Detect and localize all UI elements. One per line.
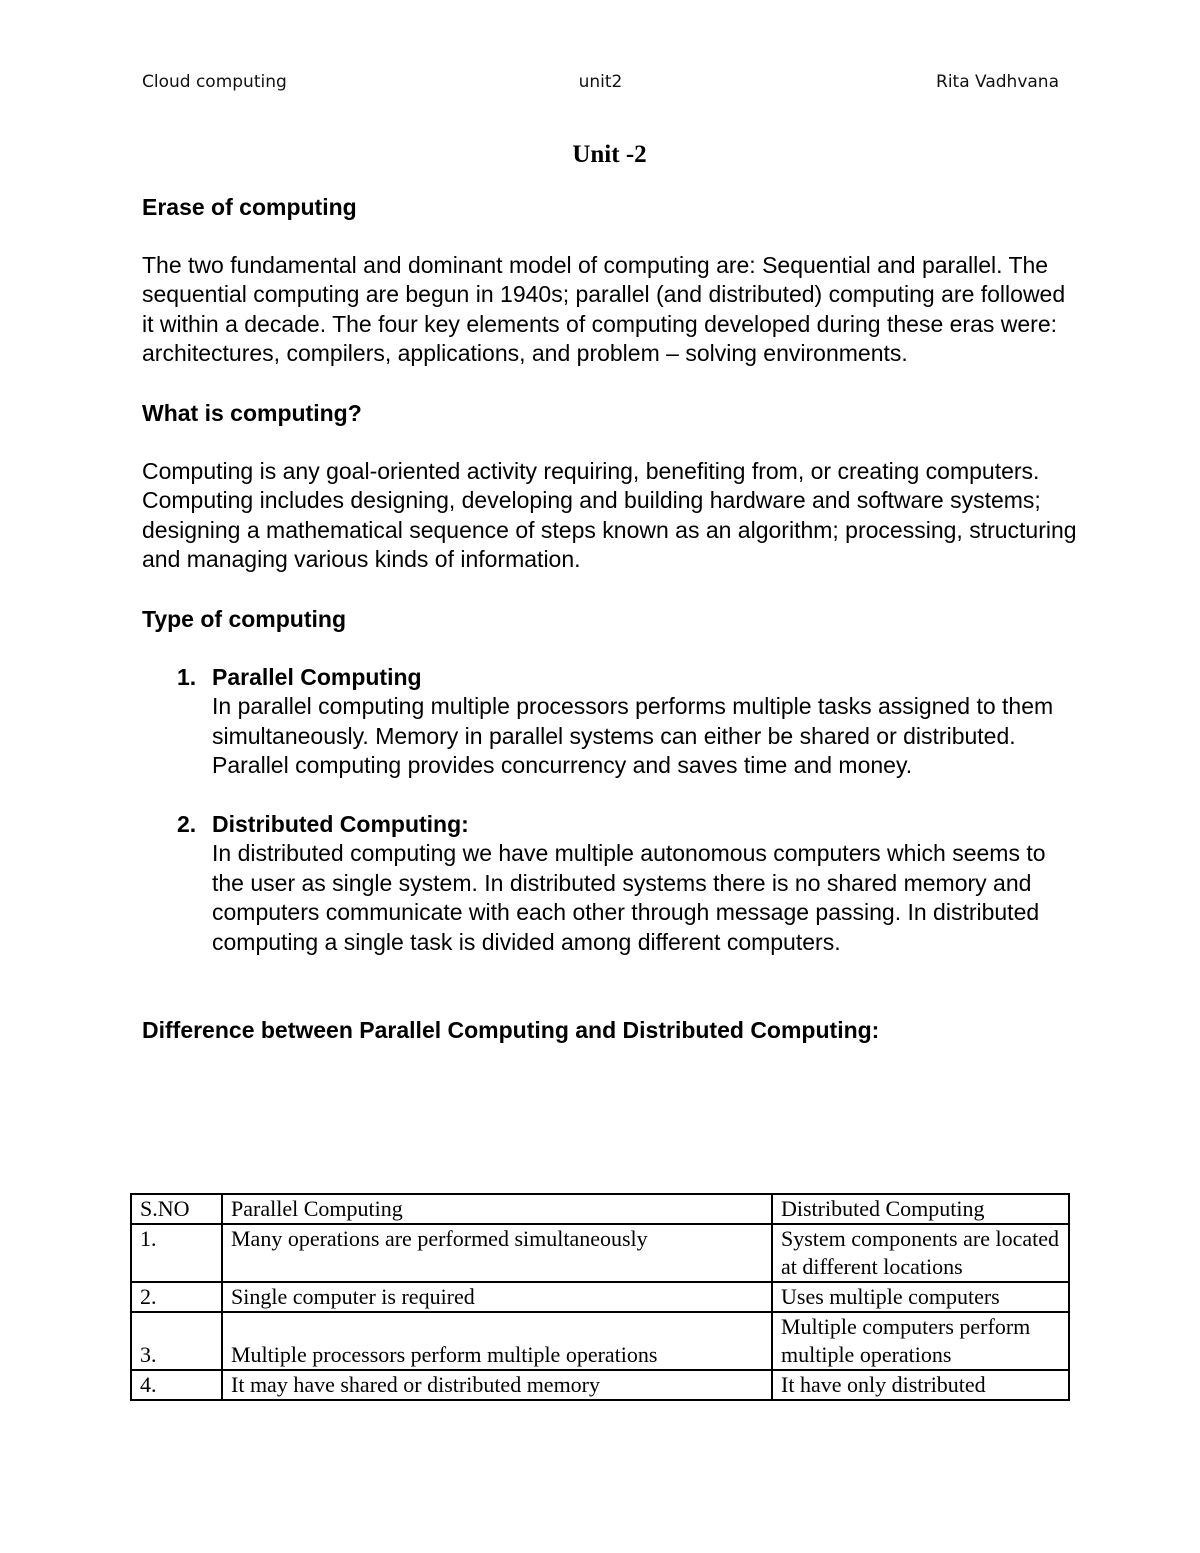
list-item-body: In distributed computing we have multiple autonomous computers which seems to the user as single system. In distributed systems there is no shared memory and computers communicate with each other through message passing. In distributed computing a single task is divided among different computers. bbox=[212, 840, 1046, 955]
table-header-cell: Parallel Computing bbox=[222, 1194, 772, 1224]
list-item-title: Parallel Computing bbox=[212, 663, 422, 690]
table-cell: Multiple computers perform multiple operations bbox=[772, 1312, 1069, 1370]
table-cell: Uses multiple computers bbox=[772, 1282, 1069, 1312]
table-row bbox=[131, 1370, 1069, 1400]
table-header-cell: Distributed Computing bbox=[772, 1194, 1069, 1224]
list-item-number: 1. bbox=[177, 663, 197, 690]
list-item-body: In parallel computing multiple processors performs multiple tasks assigned to them simultaneously. Memory in parallel systems can either be shared or distributed. Parallel computing provides concurrency and saves time and money. bbox=[212, 693, 1054, 778]
table-row bbox=[131, 1224, 1069, 1282]
table-cell: 2. bbox=[131, 1282, 222, 1312]
table-header-cell: S.NO bbox=[131, 1194, 222, 1224]
list-item-title: Distributed Computing: bbox=[212, 810, 469, 837]
table-cell: Single computer is required bbox=[222, 1282, 772, 1312]
table-cell: Many operations are performed simultaneously bbox=[222, 1224, 772, 1282]
table-cell: 4. bbox=[131, 1370, 222, 1400]
table-cell: System components are located at different locations bbox=[772, 1224, 1069, 1282]
section-heading-difference: Difference between Parallel Computing and Distributed Computing: bbox=[142, 1017, 880, 1043]
table-header-row bbox=[131, 1194, 1069, 1224]
header-center: unit2 bbox=[578, 72, 623, 92]
table-cell: 3. bbox=[131, 1312, 222, 1370]
header-right: Rita Vadhvana bbox=[936, 72, 1059, 92]
list-item-number: 2. bbox=[177, 810, 197, 837]
list-item bbox=[177, 663, 1077, 781]
section-body-what: Computing is any goal-oriented activity requiring, benefiting from, or creating computers. Computing includes designing, developing and building hardware and software systems; designing a mathematical sequence of steps known as an algorithm; processing, structuring and managing various kinds of information. bbox=[142, 457, 1077, 572]
table-cell: 1. bbox=[131, 1224, 222, 1282]
section-heading-types: Type of computing bbox=[142, 605, 347, 632]
table-row bbox=[131, 1312, 1069, 1370]
section-body-eras: The two fundamental and dominant model of computing are: Sequential and parallel. The sequential computing are begun in 1940s; parallel (and distributed) computing are followed it within a decade. The four key elements of computing developed during these eras were: architectures, compilers, applications, and problem – solving environments. bbox=[142, 251, 1066, 366]
types-list bbox=[142, 663, 1077, 958]
table-cell: It may have shared or distributed memory bbox=[222, 1370, 772, 1400]
list-item bbox=[177, 810, 1077, 958]
comparison-table bbox=[130, 1193, 1070, 1401]
header-left: Cloud computing bbox=[142, 72, 287, 92]
table-cell: Multiple processors perform multiple operations bbox=[222, 1312, 772, 1370]
section-heading-eras: Erase of computing bbox=[142, 193, 357, 220]
section-heading-what: What is computing? bbox=[142, 399, 362, 426]
document-title: Unit -2 bbox=[572, 141, 647, 168]
document-body bbox=[142, 140, 1077, 1045]
page-header bbox=[142, 72, 1059, 100]
table-cell: It have only distributed bbox=[772, 1370, 1069, 1400]
table-row bbox=[131, 1282, 1069, 1312]
